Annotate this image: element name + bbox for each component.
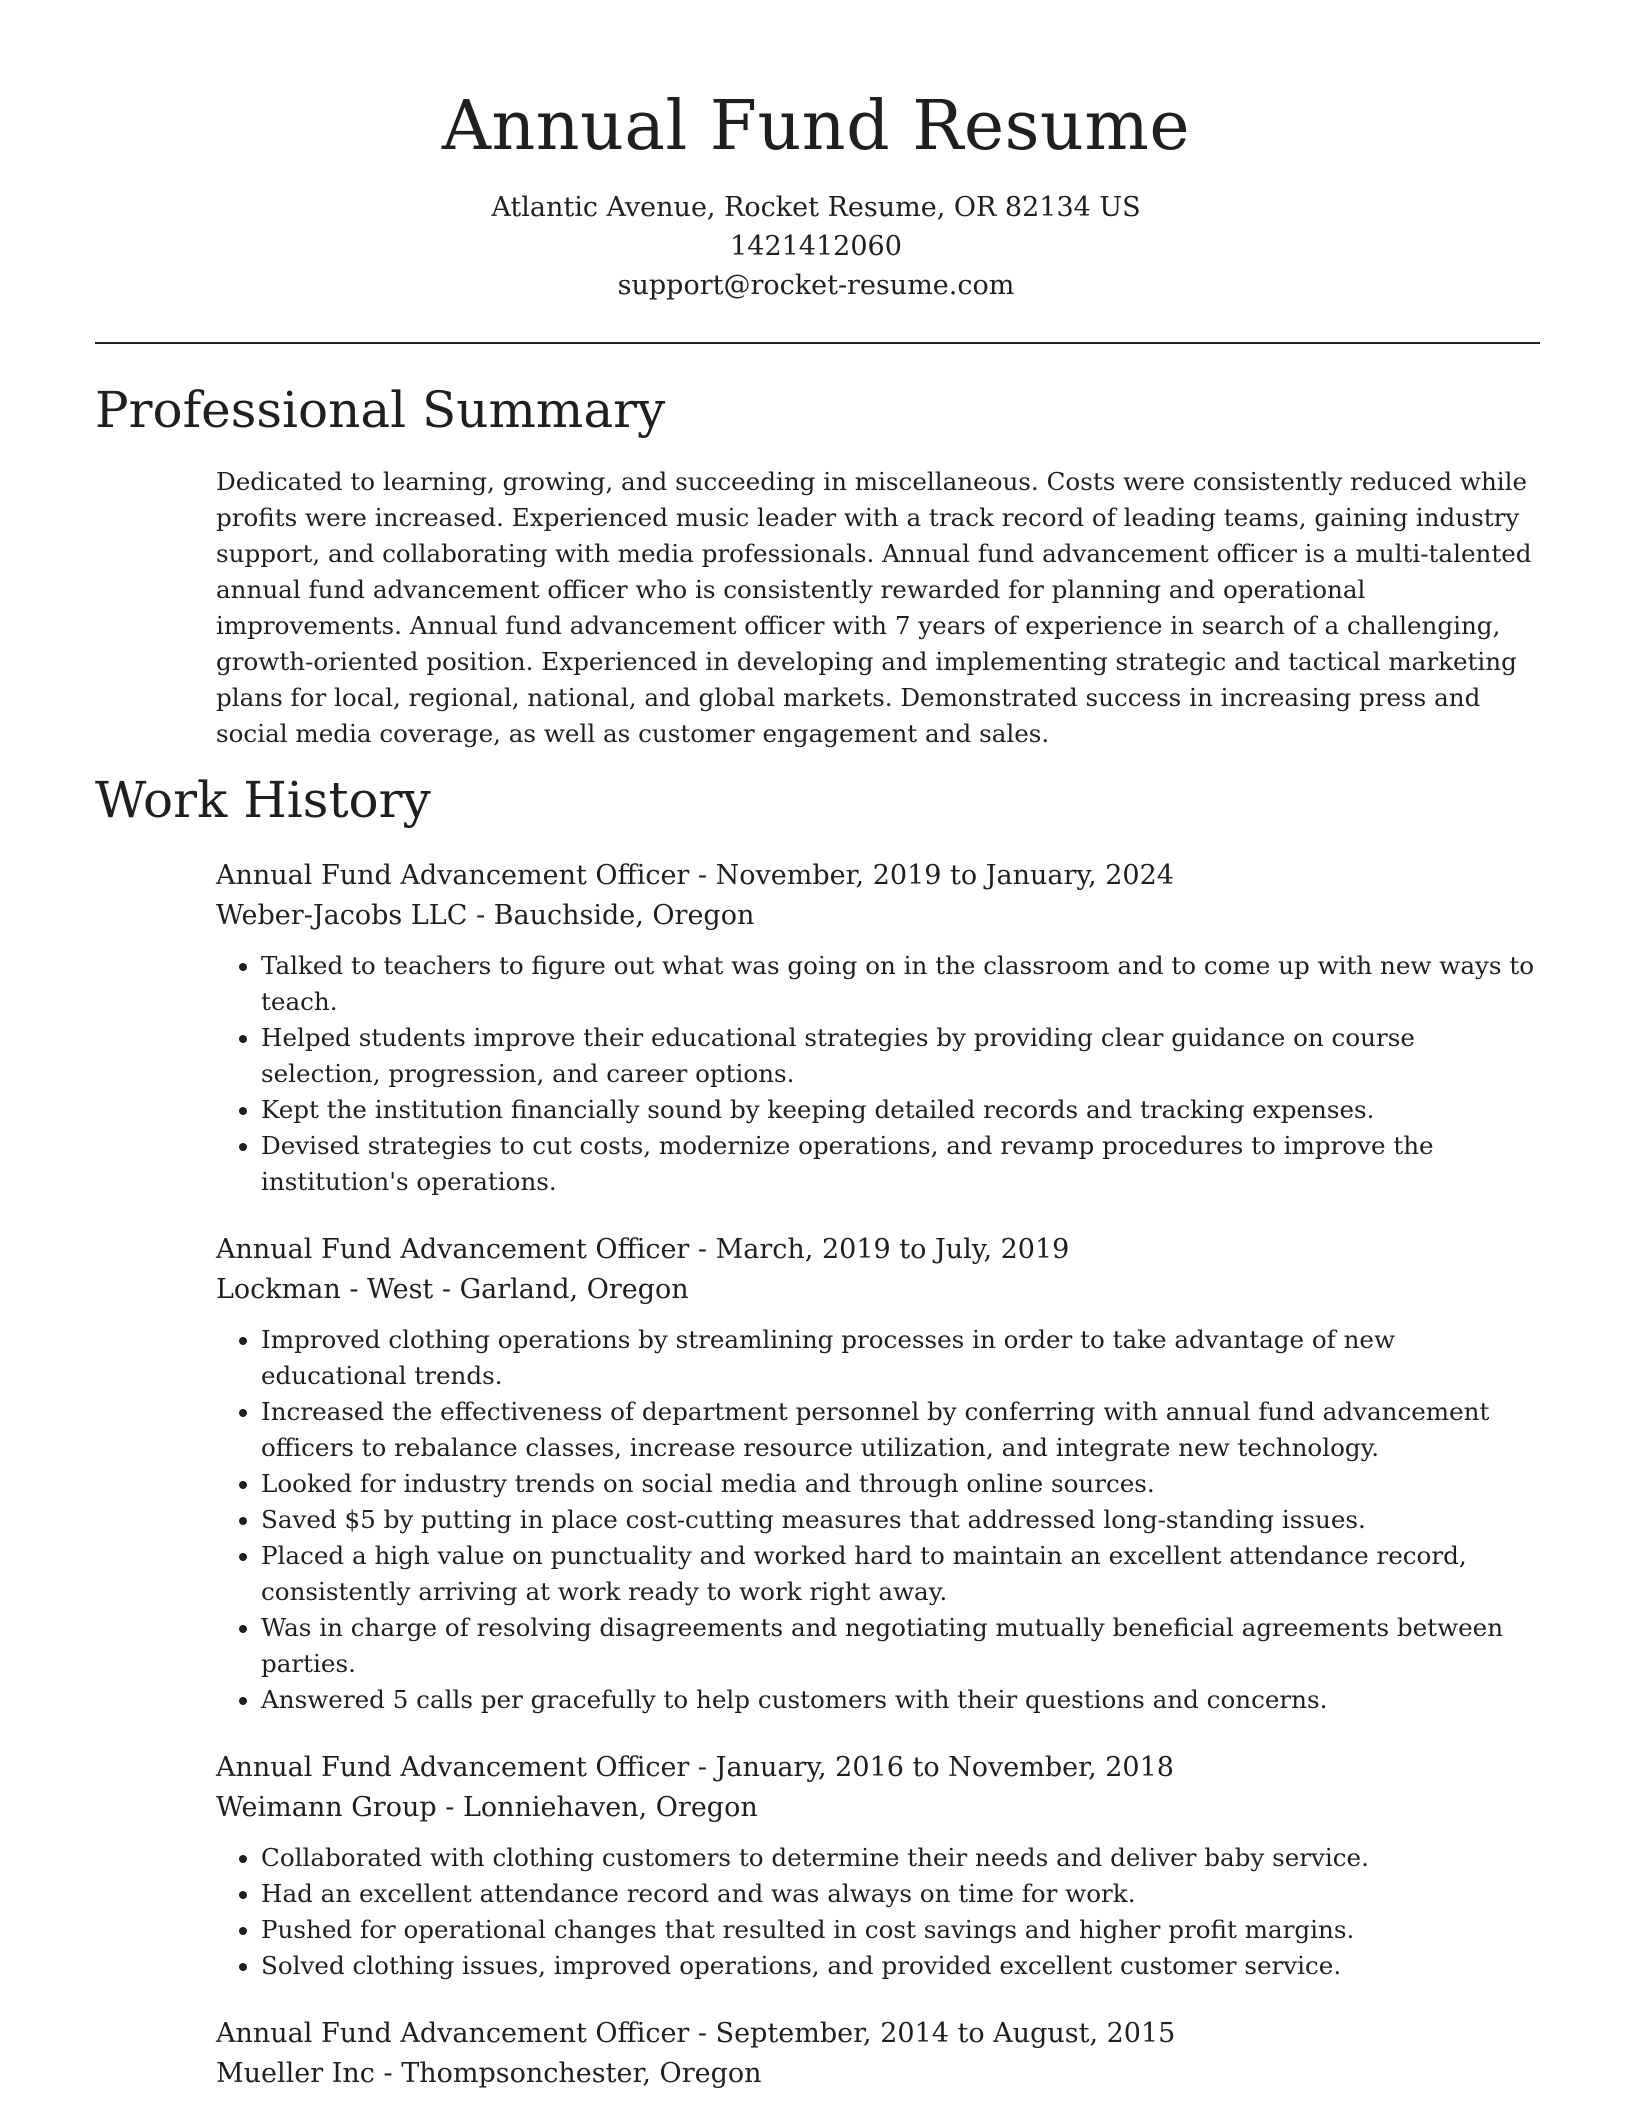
job-title: Annual Fund Advancement Officer [216,1752,690,1783]
job-bullet: • Improved clothing operations by streamlining processes in order to take advantage of new educational trends. [261,1322,1542,1394]
job-title: Annual Fund Advancement Officer [216,1234,690,1265]
job-title-line: Annual Fund Advancement Officer - January, 2016 to November, 2018 [216,1752,1174,1783]
job-entry [216,2014,1542,2094]
job-bullet: • Was in charge of resolving disagreements and negotiating mutually beneficial agreements between parties. [261,1610,1542,1682]
job-bullet: • Kept the institution financially sound by keeping detailed records and tracking expenses. [261,1092,1542,1128]
job-entry [216,1230,1542,1718]
job-bullet: • Answered 5 calls per gracefully to help customers with their questions and concerns. [261,1682,1542,1718]
job-location: Lonniehaven, Oregon [462,1792,758,1823]
contact-phone: 1421412060 [730,231,902,262]
header-divider [95,342,1540,344]
job-title: Annual Fund Advancement Officer [216,2018,690,2049]
job-dates: January, 2016 to November, 2018 [715,1752,1174,1783]
job-title-line: Annual Fund Advancement Officer - March, 2019 to July, 2019 [216,1234,1070,1265]
job-title: Annual Fund Advancement Officer [216,860,690,891]
job-bullet: • Looked for industry trends on social media and through online sources. [261,1466,1542,1502]
summary-text: Dedicated to learning, growing, and succeeding in miscellaneous. Costs were consistently reduced while profits were increased. Experienced music leader with a track record of leading teams, gaining industry support, and collaborating with media professionals. Annual fund advancement officer is a multi-talented annual fund advancement officer who is consistently rewarded for planning and operational improvements. Annual fund advancement officer with 7 years of experience in search of a challenging, growth-oriented position. Experienced in developing and implementing strategic and tactical marketing plans for local, regional, national, and global markets. Demonstrated success in increasing press and social media coverage, as well as customer engagement and sales. [216,467,1532,748]
job-company-line: Weber-Jacobs LLC - Bauchside, Oregon [216,900,755,931]
job-company-line: Mueller Inc - Thompsonchester, Oregon [216,2058,762,2089]
job-bullet: • Collaborated with clothing customers to determine their needs and deliver baby service. [261,1840,1542,1876]
work-history-heading: Work History [95,771,431,829]
job-location: Garland, Oregon [459,1274,689,1305]
job-bullet: • Solved clothing issues, improved operations, and provided excellent customer service. [261,1948,1542,1984]
job-bullets [216,1840,1542,1984]
job-bullet: • Devised strategies to cut costs, modernize operations, and revamp procedures to improve the institution's operations. [261,1128,1542,1200]
job-bullet: • Pushed for operational changes that resulted in cost savings and higher profit margins. [261,1912,1542,1948]
job-title-line: Annual Fund Advancement Officer - November, 2019 to January, 2024 [216,860,1174,891]
job-dates: March, 2019 to July, 2019 [715,1234,1070,1265]
job-bullet: • Talked to teachers to figure out what was going on in the classroom and to come up with new ways to teach. [261,948,1542,1020]
job-bullet: • Increased the effectiveness of department personnel by conferring with annual fund advancement officers to rebalance classes, increase resource utilization, and integrate new technology. [261,1394,1542,1466]
work-history-list [216,856,1542,2124]
job-dates: November, 2019 to January, 2024 [715,860,1174,891]
job-bullets [216,948,1542,1200]
job-bullet: • Saved $5 by putting in place cost-cutting measures that addressed long-standing issues. [261,1502,1542,1538]
job-bullet: • Placed a high value on punctuality and worked hard to maintain an excellent attendance record, consistently arriving at work ready to work right away. [261,1538,1542,1610]
job-entry [216,856,1542,1200]
job-location: Thompsonchester, Oregon [401,2058,762,2089]
job-company: Mueller Inc [216,2058,375,2089]
summary-heading: Professional Summary [95,381,666,439]
job-bullets [216,1322,1542,1718]
job-company: Lockman - West [216,1274,434,1305]
resume-title: Annual Fund Resume [441,87,1191,166]
job-company-line: Lockman - West - Garland, Oregon [216,1274,689,1305]
job-bullet: • Had an excellent attendance record and was always on time for work. [261,1876,1542,1912]
job-dates: September, 2014 to August, 2015 [715,2018,1176,2049]
resume-header [0,0,1632,305]
job-location: Bauchside, Oregon [493,900,755,931]
job-company: Weber-Jacobs LLC [216,900,468,931]
job-bullet: • Helped students improve their educational strategies by providing clear guidance on course selection, progression, and career options. [261,1020,1542,1092]
job-company: Weimann Group [216,1792,437,1823]
job-entry [216,1748,1542,1984]
contact-address: Atlantic Avenue, Rocket Resume, OR 82134 US [491,192,1141,223]
contact-email: support@rocket-resume.com [617,270,1015,301]
job-company-line: Weimann Group - Lonniehaven, Oregon [216,1792,758,1823]
job-title-line: Annual Fund Advancement Officer - September, 2014 to August, 2015 [216,2018,1176,2049]
contact-block [0,188,1632,305]
